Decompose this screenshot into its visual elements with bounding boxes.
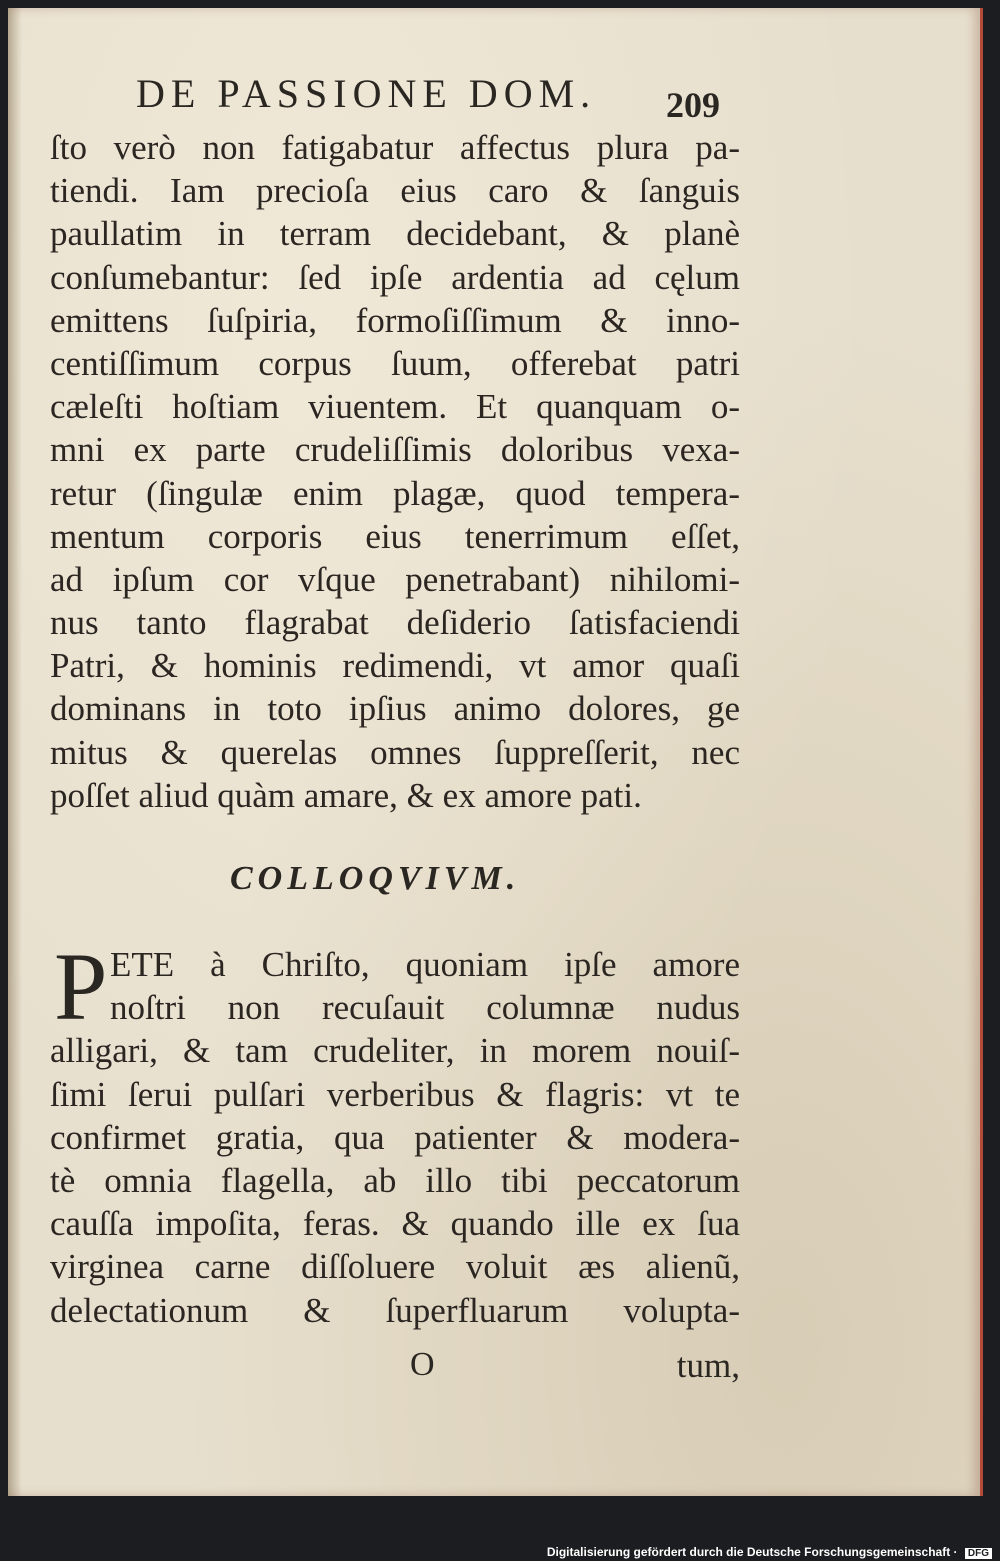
text-line: nus tanto flagrabat deſiderio ſatisfaciendi — [50, 603, 740, 643]
text-line: noſtri non recuſauit columnæ nudus — [110, 988, 740, 1028]
text-line: alligari, & tam crudeliter, in morem nouiſ- — [50, 1031, 740, 1071]
text-line: mni ex parte crudeliſſimis doloribus vexa- — [50, 430, 740, 470]
page-number: 209 — [666, 85, 720, 125]
text-line: delectationum & ſuperfluarum volupta- — [50, 1290, 740, 1330]
colloquium-text-block — [50, 933, 740, 1332]
text-line: cæleſti hoſtiam viuentem. Et quanquam o- — [50, 387, 740, 427]
text-line: Patri, & hominis redimendi, vt amor quaſi — [50, 646, 740, 686]
text-line: tiendi. Iam precioſa eius caro & ſanguis — [50, 171, 740, 211]
text-line: poſſet aliud quàm amare, & ex amore pati. — [50, 775, 642, 815]
text-line: ſimi ſerui pulſari verberibus & flagris: vt te — [50, 1074, 740, 1114]
digitization-credit — [547, 1545, 992, 1559]
text-line: centiſſimum corpus ſuum, offerebat patri — [50, 343, 740, 383]
text-line: confirmet gratia, qua patienter & modera- — [50, 1117, 740, 1157]
signature-mark: O — [410, 1346, 435, 1383]
text-line: retur (ſingulæ enim plagæ, quod tempera- — [50, 473, 740, 513]
text-line: paullatim in terram decidebant, & planè — [50, 214, 740, 254]
dfg-logo: DFG — [965, 1548, 992, 1559]
page-footer-marks — [50, 1346, 740, 1392]
drop-cap: P — [54, 933, 108, 1040]
text-line: dominans in toto ipſius animo dolores, ge — [50, 689, 740, 729]
text-line: ſto verò non fatigabatur affectus plura pa- — [50, 128, 740, 167]
running-head: DE PASSIONE DOM. — [136, 71, 597, 116]
main-text-block — [50, 126, 740, 817]
text-line: cauſſa impoſita, feras. & quando ille ex ſua — [50, 1204, 740, 1244]
text-line: mentum corporis eius tenerrimum eſſet, — [50, 516, 740, 556]
credit-text: Digitalisierung gefördert durch die Deutsche Forschungsgemeinschaft · — [546, 1545, 958, 1559]
book-page — [8, 8, 983, 1496]
section-heading: COLLOQVIVM. — [230, 860, 521, 897]
text-line: tè omnia flagella, ab illo tibi peccatorum — [50, 1160, 740, 1200]
text-line: ETE à Chriſto, quoniam ipſe amore — [110, 945, 740, 984]
text-line: emittens ſuſpiria, formoſiſſimum & inno- — [50, 300, 740, 340]
page-gutter-shadow — [8, 8, 22, 1496]
catchword: tum, — [676, 1346, 740, 1385]
text-line: conſumebantur: ſed ipſe ardentia ad cęlum — [50, 257, 740, 297]
text-line: mitus & querelas omnes ſuppreſſerit, nec — [50, 732, 740, 772]
text-line: virginea carne diſſoluere voluit æs alienũ, — [50, 1247, 740, 1287]
text-line: ad ipſum cor vſque penetrabant) nihilomi- — [50, 559, 740, 599]
